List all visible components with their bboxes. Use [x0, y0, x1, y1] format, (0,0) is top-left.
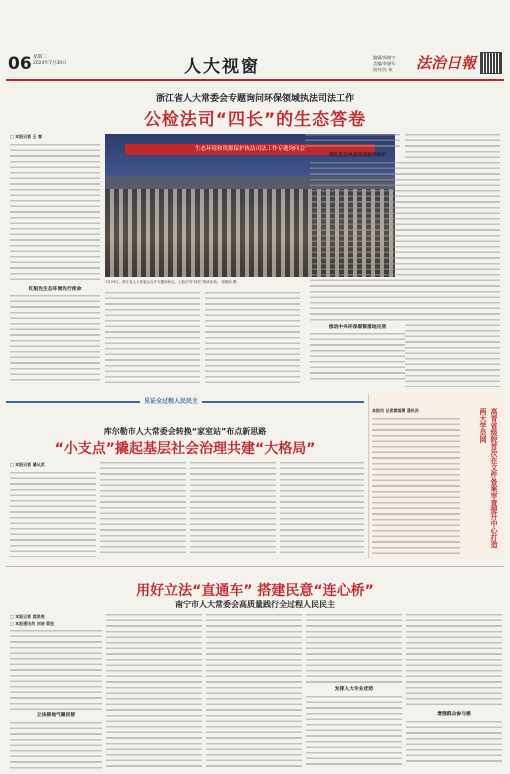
story2-headline: “小支点”撬起基层社会治理共建“大格局” — [54, 441, 316, 457]
story1-column-2 — [105, 292, 200, 387]
story3-subhead-3: 增强群众参与感 — [437, 712, 471, 717]
story3-column-2 — [106, 614, 202, 769]
story1-subhead-3: 推动中央环保督察落地见效 — [328, 324, 387, 330]
sidebar-text — [372, 408, 460, 554]
section-title: 人大视窗 — [184, 57, 260, 77]
story1-subhead-1: 深化生态执法司法协同保护 — [328, 153, 387, 158]
sidebar-byline: 本报讯 记者黄国勇 通讯员 — [372, 408, 419, 413]
story1-column-5 — [405, 134, 500, 387]
story2-column-4 — [280, 462, 364, 557]
photo-caption: 7月25日，浙江省人大常委会召开专题询问会，公检法司“四长”现场应询。 周维欣 摄 — [105, 280, 237, 284]
story3-column-3 — [206, 614, 302, 769]
story1-subhead-2: 红船先生态环境先行使命 — [28, 286, 82, 292]
story1-column-3 — [205, 292, 300, 387]
sidebar-title: 高青省级院首次在文件备案审查提升中心打造两大学员网 — [479, 408, 498, 548]
page-number: 06 — [8, 54, 32, 74]
newspaper-logo: 法治日報 — [416, 54, 477, 72]
section-banner-label: 见证全过程人民民主 — [140, 396, 202, 405]
story3-column-4 — [306, 614, 402, 769]
story1-byline: □ 本报记者 王 春 — [10, 134, 42, 139]
story3-byline: □ 本报记者 莫思亮 □ 本报通讯员 刘洁 梁佳 — [10, 614, 54, 626]
story-divider — [6, 566, 504, 567]
editor-credits: 编辑/郭晓宇 美编/李晓军 校对/冯 伟 — [373, 55, 396, 72]
qr-code-icon — [480, 52, 502, 74]
page-header — [6, 52, 504, 80]
photo-banner: 生态环境和资源保护执法司法工作专题询问会 — [125, 144, 375, 155]
story2-kicker: 库尔勒市人大常委会转换“家室站”布点新思路 — [103, 427, 267, 436]
story1-headline: 公检法司“四长”的生态答卷 — [143, 110, 367, 130]
story3-headline: 用好立法“直通车” 搭建民意“连心桥” — [136, 583, 374, 599]
story3-column-1 — [10, 614, 102, 769]
story2-column-2 — [100, 462, 186, 557]
story3-subheadline: 南宁市人大常委会高质量践行全过程人民民主 — [175, 600, 335, 609]
story2-column-3 — [190, 462, 276, 557]
story3-subhead-1: 立法接地气聚民智 — [36, 713, 76, 719]
story1-column-4b — [310, 150, 405, 387]
story1-column-1 — [10, 134, 100, 384]
issue-date: 星期二 2024年7月30日 — [33, 55, 67, 66]
story2-column-1 — [10, 462, 96, 557]
story2-byline: □ 本报记者 潘从武 — [10, 462, 45, 467]
story3-column-5 — [406, 614, 502, 769]
story3-subhead-2: 发挥人大专业优势 — [334, 687, 374, 692]
story1-kicker: 浙江省人大常委会专题询问环保领域执法司法工作 — [155, 94, 354, 104]
header-rule — [6, 79, 504, 81]
